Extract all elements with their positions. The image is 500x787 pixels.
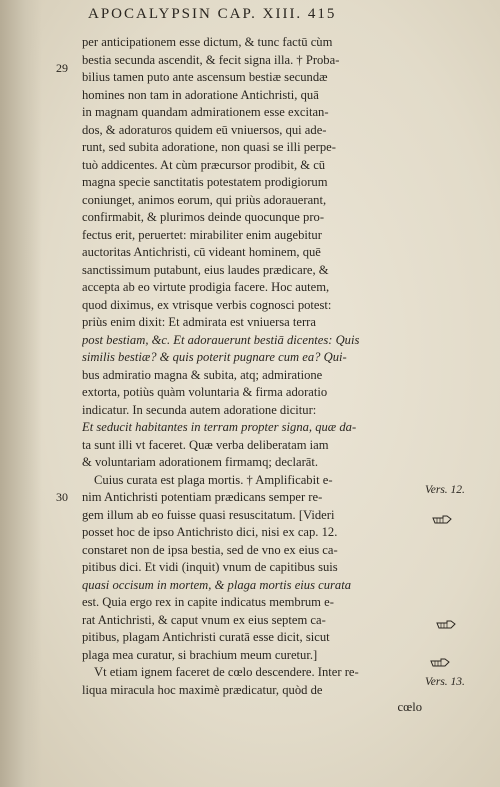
manicule-icon <box>430 658 450 668</box>
text-line: similis bestiæ? & quis poterit pugnare cum ea? Qui- <box>82 350 347 364</box>
text-line: fectus erit, peruertet: mirabiliter enim augebitur <box>82 227 322 242</box>
text-line: Vt etiam ignem faceret de cœlo descendere. Inter re- <box>94 665 359 679</box>
text-line: & voluntariam adorationem firmamq; declarāt. <box>82 455 319 469</box>
text-line: bus admiratio magna & subita, atq; admiratione <box>82 367 323 382</box>
text-line: bestia secunda ascendit, & fecit signa illa. † Proba- <box>82 52 340 67</box>
text-line: quod diximus, ex vtrisque verbis cognosci potest: <box>82 297 332 312</box>
text-line: Et seducit habitantes in terram propter signa, quæ da- <box>82 420 357 434</box>
margin-note-vers-13: Vers. 13. <box>425 676 465 688</box>
text-line: Cuius curata est plaga mortis. † Amplificabit e- <box>94 472 333 487</box>
margin-note-vers-12: Vers. 12. <box>425 484 465 496</box>
text-line: indicatur. In secunda autem adoratione dicitur: <box>82 402 317 417</box>
text-line: confirmabit, & plurimos deinde quocunque pro- <box>82 210 325 224</box>
text-line: priùs enim dixit: Et admirata est vniuersa terra <box>82 315 316 329</box>
text-line: constaret non de ipsa bestia, sed de vno ex eius ca- <box>82 542 338 557</box>
text-line: quasi occisum in mortem, & plaga mortis eius curata <box>82 577 352 592</box>
running-header: APOCALYPSIN CAP. XIII. 415 <box>88 6 337 22</box>
text-line: est. Quia ergo rex in capite indicatus membrum e- <box>82 595 334 609</box>
text-line: auctoritas Antichristi, cū videant hominem, quē <box>82 245 321 259</box>
catchword: cœlo <box>397 700 422 714</box>
text-line: per anticipationem esse dictum, & tunc factū cùm <box>82 35 333 49</box>
manicule-icon <box>432 515 452 525</box>
text-line: plaga mea curatur, si brachium meum curetur.] <box>82 647 318 662</box>
text-line: in magnam quandam admirationem esse excitan- <box>82 105 329 119</box>
body-text <box>82 34 422 717</box>
text-line: accepta ab eo virtute prodigia facere. Hoc autem, <box>82 280 330 294</box>
text-line: pitibus dici. Et vidi (inquit) vnum de capitibus suis <box>82 560 338 574</box>
text-line: nim Antichristi potentiam prædicans semper re- <box>82 490 323 504</box>
text-line: runt, sed subita adoratione, non quasi se illi perpe- <box>82 140 336 154</box>
text-line: liqua miracula hoc maximè prædicatur, quòd de <box>82 682 323 697</box>
text-line: magna specie sanctitatis potestatem prodigiorum <box>82 175 328 189</box>
text-line: homines non tam in adoratione Antichristi, quā <box>82 87 319 102</box>
manicule-icon <box>436 620 456 630</box>
text-line: tuò addicentes. At cùm præcursor prodibit, & cū <box>82 157 326 172</box>
text-line: extorta, potiùs quàm voluntaria & firma adoratio <box>82 385 328 399</box>
text-line: ta sunt illi vt faceret. Quæ verba deliberatam iam <box>82 437 329 452</box>
text-line: posset hoc de ipso Antichristo dici, nisi ex cap. 12. <box>82 525 338 539</box>
text-line: pitibus, plagam Antichristi curatā esse dicit, sicut <box>82 630 330 644</box>
text-line: bilius tamen puto ante ascensum bestiæ secundæ <box>82 70 328 84</box>
text-line: dos, & adoraturos quidem eū vniuersos, qui ade- <box>82 122 327 137</box>
text-line: gem illum ab eo fuisse quasi resuscitatum. [Videri <box>82 507 335 522</box>
line-number-30: 30 <box>56 490 68 504</box>
page-gutter-shadow <box>0 0 42 787</box>
text-line: post bestiam, &c. Et adorauerunt bestiā dicentes: Quis <box>82 332 360 347</box>
text-line: rat Antichristi, & caput vnum ex eius septem ca- <box>82 612 326 627</box>
text-line: coniunget, animos eorum, qui priùs adorauerant, <box>82 192 327 207</box>
text-line: sanctissimum putabunt, eius laudes prædicare, & <box>82 262 329 277</box>
line-number-29: 29 <box>56 61 68 75</box>
